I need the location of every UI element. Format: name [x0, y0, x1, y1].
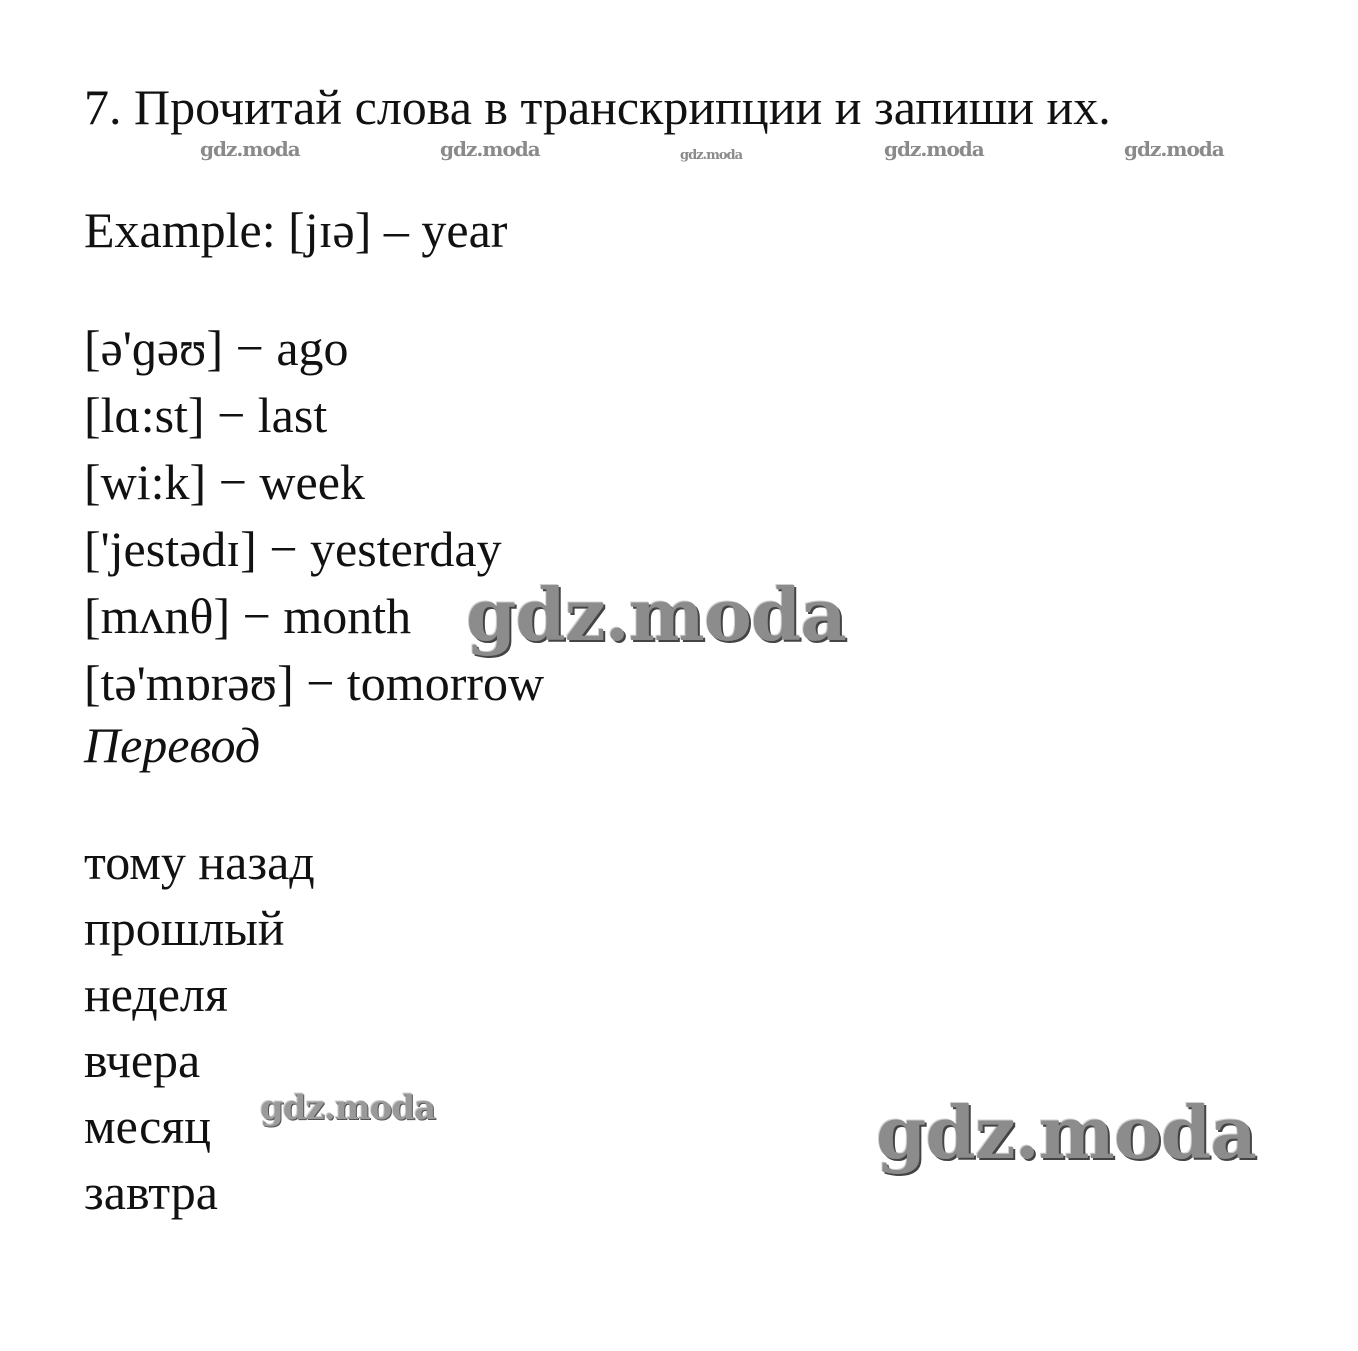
translation-item: прошлый	[84, 900, 285, 956]
translation-item: месяц	[84, 1098, 212, 1154]
watermark-medium: gdz.moda	[260, 1088, 436, 1128]
watermark-tiny: gdz.moda	[680, 148, 743, 163]
transcription-item: [lɑ:st] − last	[84, 387, 328, 443]
translation-item: завтра	[84, 1164, 218, 1220]
watermark-small: gdz.moda	[1124, 137, 1224, 161]
watermark-small: gdz.moda	[440, 137, 540, 161]
translation-item: неделя	[84, 966, 228, 1022]
translation-heading: Перевод	[84, 717, 261, 773]
transcription-list	[84, 318, 544, 720]
translation-item: тому назад	[84, 834, 315, 890]
translation-item: вчера	[84, 1032, 201, 1088]
watermark-small: gdz.moda	[200, 137, 300, 161]
transcription-item: [mʌnθ] − month	[84, 588, 412, 644]
transcription-item: [ə'ɡəʊ] − ago	[84, 320, 349, 376]
transcription-item: ['jestədɪ] − yesterday	[84, 521, 502, 577]
watermark-small: gdz.moda	[884, 137, 984, 161]
transcription-item: [tə'mɒrəʊ] − tomorrow	[84, 655, 545, 711]
watermark-large: gdz.moda	[876, 1090, 1256, 1175]
translation-list	[84, 832, 315, 1228]
exercise-title: 7. Прочитай слова в транскрипции и запиши их.	[84, 79, 1111, 135]
transcription-item: [wi:k] − week	[84, 454, 365, 510]
watermark-large: gdz.moda	[466, 572, 846, 657]
example-line: Example: [jɪə] – year	[84, 202, 508, 258]
